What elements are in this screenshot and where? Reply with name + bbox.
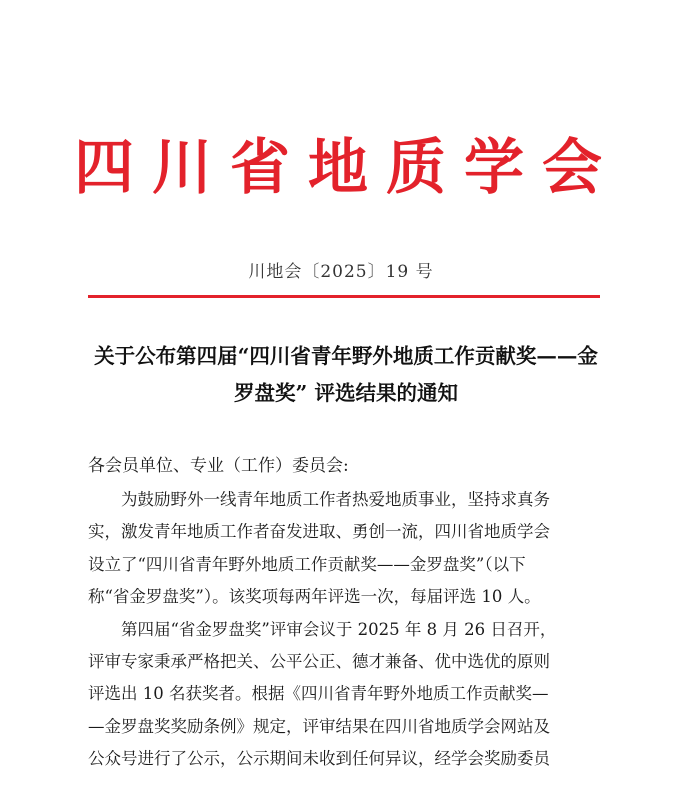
body-text (88, 484, 608, 776)
paragraph-2-line-1: 第四届“省金罗盘奖”评审会议于 2025 年 8 月 26 日召开， (121, 619, 557, 639)
paragraph-1-line-4: 称“省金罗盘奖”）。该奖项每两年评选一次，每届评选 10 人。 (88, 587, 541, 607)
notice-title-line-2: 罗盘奖” 评选结果的通知 (234, 381, 458, 405)
organization-header-title: 四川省地质学会 (74, 133, 620, 203)
notice-title-line-1: 关于公布第四届“四川省青年野外地质工作贡献奖——金 (94, 344, 598, 368)
paragraph-1-line-2: 实，激发青年地质工作者奋发进取、勇创一流，四川省地质学会 (88, 522, 550, 542)
document-number: 川地会〔2025〕19 号 (248, 262, 434, 282)
paragraph-2-line-3: 评选出 10 名获奖者。根据《四川省青年野外地质工作贡献奖— (88, 684, 549, 704)
salutation: 各会员单位、专业（工作）委员会: (88, 456, 349, 476)
notice-title (86, 338, 606, 412)
paragraph-1-line-3: 设立了“四川省青年野外地质工作贡献奖——金罗盘奖”（以下 (88, 554, 526, 574)
paragraph-2-line-4: —金罗盘奖奖励条例》规定，评审结果在四川省地质学会网站及 (88, 716, 550, 736)
paragraph-2-line-2: 评审专家秉承严格把关、公平公正、德才兼备、优中选优的原则 (88, 651, 550, 671)
paragraph-2-line-5: 公众号进行了公示，公示期间未收到任何异议，经学会奖励委员 (88, 749, 550, 769)
red-divider-line (88, 295, 600, 298)
paragraph-1-line-1: 为鼓励野外一线青年地质工作者热爱地质事业，坚持求真务 (121, 490, 550, 509)
